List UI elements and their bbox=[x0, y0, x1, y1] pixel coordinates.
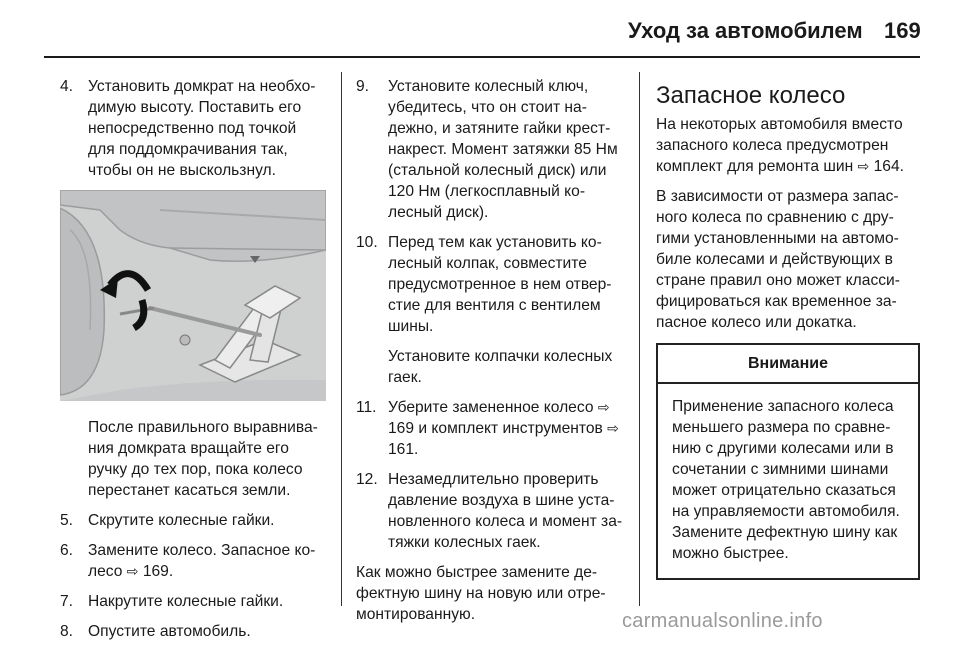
step-text bbox=[88, 540, 326, 582]
page-header-title: Уход за автомобилем bbox=[628, 18, 863, 43]
step-text: Перед тем как установить ко-лесный колпак, совместите предусмотренное в нем отвер-стие для вентиля с вентилем шины. bbox=[388, 234, 612, 335]
step-number: 5. bbox=[60, 512, 74, 529]
step-9 bbox=[356, 76, 624, 223]
page-ref-arrow-icon[interactable]: ⇨ bbox=[126, 563, 139, 579]
page-number: 169 bbox=[884, 18, 921, 43]
step-number: 8. bbox=[60, 623, 74, 640]
step-5 bbox=[60, 510, 326, 531]
step-12 bbox=[356, 469, 624, 553]
step-number: 4. bbox=[60, 78, 74, 95]
warning-box bbox=[656, 343, 920, 580]
page-ref-arrow-icon[interactable]: ⇨ bbox=[607, 420, 619, 436]
step-number: 9. bbox=[356, 78, 370, 95]
column-divider-left bbox=[341, 72, 342, 606]
step-number: 10. bbox=[356, 234, 378, 251]
step-8 bbox=[60, 621, 326, 642]
header-rule bbox=[44, 56, 920, 58]
column-2 bbox=[356, 76, 624, 634]
section-title: Запасное колесо bbox=[656, 82, 846, 109]
step-text: Накрутите колесные гайки. bbox=[88, 593, 284, 610]
step-6 bbox=[60, 540, 326, 582]
warning-text: Применение запасного колеса меньшего размера по сравне-нию с другими колесами или в сочетании с зимними шинами может отрицательно сказаться на управляемости автомобиля. Замените дефектную шину как можно быстрее. bbox=[672, 398, 900, 562]
step-number: 11. bbox=[356, 399, 377, 416]
warning-title: Внимание bbox=[658, 345, 918, 384]
step-4-continuation: После правильного выравнива-ния домкрата вращайте его ручку до тех пор, пока колесо перестанет касаться земли. bbox=[88, 419, 318, 499]
page-ref-arrow-icon[interactable]: ⇨ bbox=[597, 399, 610, 415]
jack-illustration bbox=[60, 190, 326, 401]
step-text-part: 161. bbox=[388, 441, 419, 458]
step-text-part: Уберите замененное колесо bbox=[388, 399, 598, 416]
column-divider-right bbox=[639, 72, 640, 606]
paragraph-text-part: На некоторых автомобиля вместо запасного колеса предусмотрен комплект для ремонта шин bbox=[656, 116, 903, 175]
step-text: Опустите автомобиль. bbox=[88, 623, 251, 640]
spare-wheel-paragraph-1 bbox=[656, 114, 920, 177]
replace-tire-paragraph: Как можно быстрее замените де-фектную шину на новую или отре-монтированную. bbox=[356, 564, 606, 623]
step-text bbox=[388, 397, 624, 460]
step-text: Незамедлительно проверить давление воздуха в шине уста-новленного колеса и момент за-тяжки колесных гаек. bbox=[388, 471, 623, 551]
spare-wheel-paragraph-2: В зависимости от размера запас-ного колеса по сравнению с дру-гими установленными на автомо-биле колесами и действующих в стране правил оно может класси-фицироваться как временное за-пасное колесо или докатка. bbox=[656, 188, 900, 331]
step-10 bbox=[356, 232, 624, 337]
step-11 bbox=[356, 397, 624, 460]
step-10-continuation: Установите колпачки колесных гаек. bbox=[388, 348, 613, 386]
step-number: 12. bbox=[356, 471, 378, 488]
step-text: Скрутите колесные гайки. bbox=[88, 512, 275, 529]
step-text-part: 169. bbox=[138, 563, 174, 580]
paragraph-text-part: 164. bbox=[869, 158, 904, 175]
step-text-part: 169 и комплект инструментов bbox=[388, 420, 608, 437]
step-text-part: Замените колесо. Запасное ко-лесо bbox=[88, 542, 316, 580]
step-7 bbox=[60, 591, 326, 612]
page-ref-arrow-icon[interactable]: ⇨ bbox=[857, 158, 870, 174]
watermark: carmanualsonline.info bbox=[622, 610, 823, 632]
step-text: Установить домкрат на необхо-димую высоту. Поставить его непосредственно под точкой для поддомкрачивания так, чтобы он не выскользнул. bbox=[88, 78, 316, 179]
step-4 bbox=[60, 76, 326, 181]
column-3 bbox=[656, 76, 920, 580]
step-text: Установите колесный ключ, убедитесь, что он стоит на-дежно, и затяните гайки крест-накрест. Момент затяжки 85 Нм (стальной колесный диск) или 120 Нм (легкосплавный ко-лесный диск). bbox=[388, 78, 618, 221]
step-number: 6. bbox=[60, 542, 74, 559]
jack-illustration-svg bbox=[60, 190, 326, 401]
step-number: 7. bbox=[60, 593, 74, 610]
column-1 bbox=[60, 76, 326, 651]
